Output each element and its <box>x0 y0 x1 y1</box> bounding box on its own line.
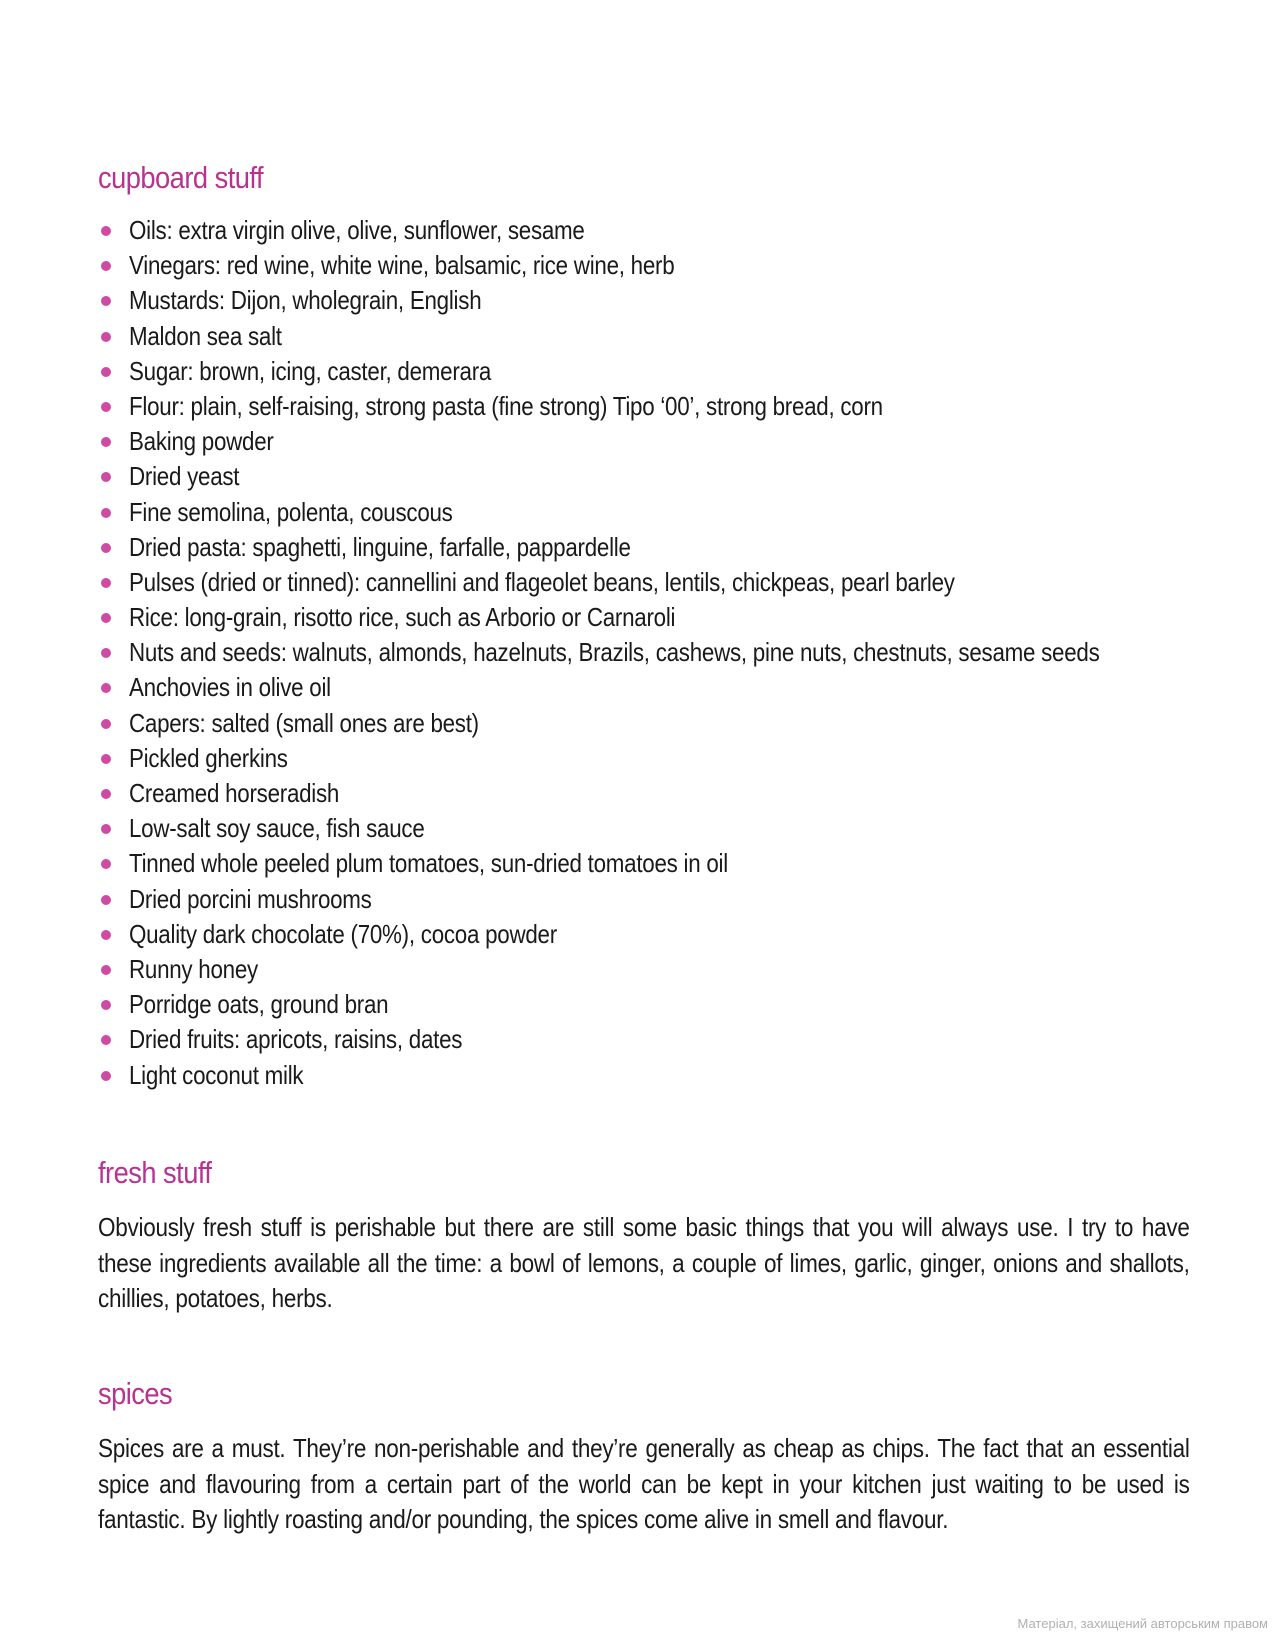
list-item-text: Sugar: brown, icing, caster, demerara <box>129 355 492 386</box>
bullet-icon <box>101 226 111 236</box>
bullet-icon <box>101 1035 111 1045</box>
list-item-text: Quality dark chocolate (70%), cocoa powder <box>129 918 557 949</box>
bullet-icon <box>101 437 111 447</box>
list-item-text: Capers: salted (small ones are best) <box>129 707 479 738</box>
list-item <box>98 1022 1190 1057</box>
spices-heading: spices <box>98 1376 173 1411</box>
fresh-paragraph-text: Obviously fresh stuff is perishable but there are still some basic things that you will always use. I try to have these ingredients available all the time: a bowl of lemons, a couple of limes, garlic, ginger, onions and shallots, chillies, potatoes, herbs. <box>98 1212 1190 1313</box>
list-item <box>98 882 1190 917</box>
list-item <box>98 635 1190 670</box>
bullet-icon <box>101 859 111 869</box>
list-item-text: Baking powder <box>129 426 274 457</box>
list-item-text: Fine semolina, polenta, couscous <box>129 496 453 527</box>
spices-paragraph-text: Spices are a must. They’re non-perishable and they’re generally as cheap as chips. The fact that an essential spice and flavouring from a certain part of the world can be kept in your kitchen just waiting to be used is fantastic. By lightly roasting and/or pounding, the spices come alive in smell and flavour. <box>98 1433 1190 1534</box>
list-item-text: Creamed horseradish <box>129 778 340 808</box>
list-item-text: Low-salt soy sauce, fish sauce <box>129 813 425 844</box>
copyright-watermark: Матеріал, захищений авторським правом <box>1017 1616 1268 1631</box>
list-item-text: Porridge oats, ground bran <box>129 989 389 1020</box>
list-item-text: Dried yeast <box>129 461 240 492</box>
list-item-text: Mustards: Dijon, wholegrain, English <box>129 285 482 316</box>
list-item <box>98 459 1190 494</box>
list-item <box>98 776 1190 811</box>
list-item-text: Light coconut milk <box>129 1059 304 1090</box>
list-item <box>98 917 1190 952</box>
list-item-text: Nuts and seeds: walnuts, almonds, hazelnuts, Brazils, cashews, pine nuts, chestnuts, sesame seeds <box>129 637 1100 668</box>
list-item-text: Vinegars: red wine, white wine, balsamic, rice wine, herb <box>129 250 675 281</box>
list-item <box>98 741 1190 776</box>
bullet-icon <box>101 472 111 482</box>
list-item <box>98 389 1190 424</box>
list-item-text: Rice: long-grain, risotto rice, such as Arborio or Carnaroli <box>129 602 676 633</box>
list-item-text: Dried pasta: spaghetti, linguine, farfalle, pappardelle <box>129 531 631 562</box>
bullet-icon <box>101 613 111 623</box>
bullet-icon <box>101 332 111 342</box>
bullet-icon <box>101 1071 111 1081</box>
bullet-icon <box>101 261 111 271</box>
bullet-icon <box>101 578 111 588</box>
list-item-text: Runny honey <box>129 953 258 984</box>
list-item <box>98 319 1190 354</box>
list-item-text: Flour: plain, self-raising, strong pasta (fine strong) Tipo ‘00’, strong bread, corn <box>129 390 883 421</box>
list-item <box>98 530 1190 565</box>
fresh-paragraph <box>98 1210 1190 1317</box>
list-item <box>98 952 1190 987</box>
list-item-text: Oils: extra virgin olive, olive, sunflower, sesame <box>129 215 585 245</box>
bullet-icon <box>101 296 111 306</box>
bullet-icon <box>101 402 111 412</box>
list-item <box>98 354 1190 389</box>
bullet-icon <box>101 543 111 553</box>
list-item-text: Maldon sea salt <box>129 320 282 351</box>
list-item <box>98 1058 1190 1093</box>
bullet-icon <box>101 719 111 729</box>
bullet-icon <box>101 1000 111 1010</box>
bullet-icon <box>101 683 111 693</box>
bullet-icon <box>101 508 111 518</box>
list-item <box>98 670 1190 705</box>
cupboard-list <box>98 213 1190 1093</box>
list-item <box>98 706 1190 741</box>
list-item <box>98 987 1190 1022</box>
bullet-icon <box>101 367 111 377</box>
list-item <box>98 846 1190 881</box>
list-item <box>98 495 1190 530</box>
list-item <box>98 213 1190 248</box>
list-item-text: Anchovies in olive oil <box>129 672 331 703</box>
bullet-icon <box>101 648 111 658</box>
list-item-text: Pulses (dried or tinned): cannellini and flageolet beans, lentils, chickpeas, pearl barley <box>129 566 955 597</box>
spices-paragraph <box>98 1431 1190 1538</box>
bullet-icon <box>101 965 111 975</box>
list-item <box>98 565 1190 600</box>
bullet-icon <box>101 754 111 764</box>
list-item-text: Dried porcini mushrooms <box>129 883 372 914</box>
list-item <box>98 248 1190 283</box>
list-item <box>98 811 1190 846</box>
cupboard-heading: cupboard stuff <box>98 160 263 195</box>
fresh-heading: fresh stuff <box>98 1155 212 1190</box>
bullet-icon <box>101 930 111 940</box>
bullet-icon <box>101 895 111 905</box>
list-item-text: Dried fruits: apricots, raisins, dates <box>129 1024 463 1055</box>
list-item <box>98 600 1190 635</box>
bullet-icon <box>101 789 111 799</box>
list-item-text: Tinned whole peeled plum tomatoes, sun-dried tomatoes in oil <box>129 848 728 879</box>
list-item-text: Pickled gherkins <box>129 742 288 773</box>
list-item <box>98 283 1190 318</box>
list-item <box>98 424 1190 459</box>
bullet-icon <box>101 824 111 834</box>
